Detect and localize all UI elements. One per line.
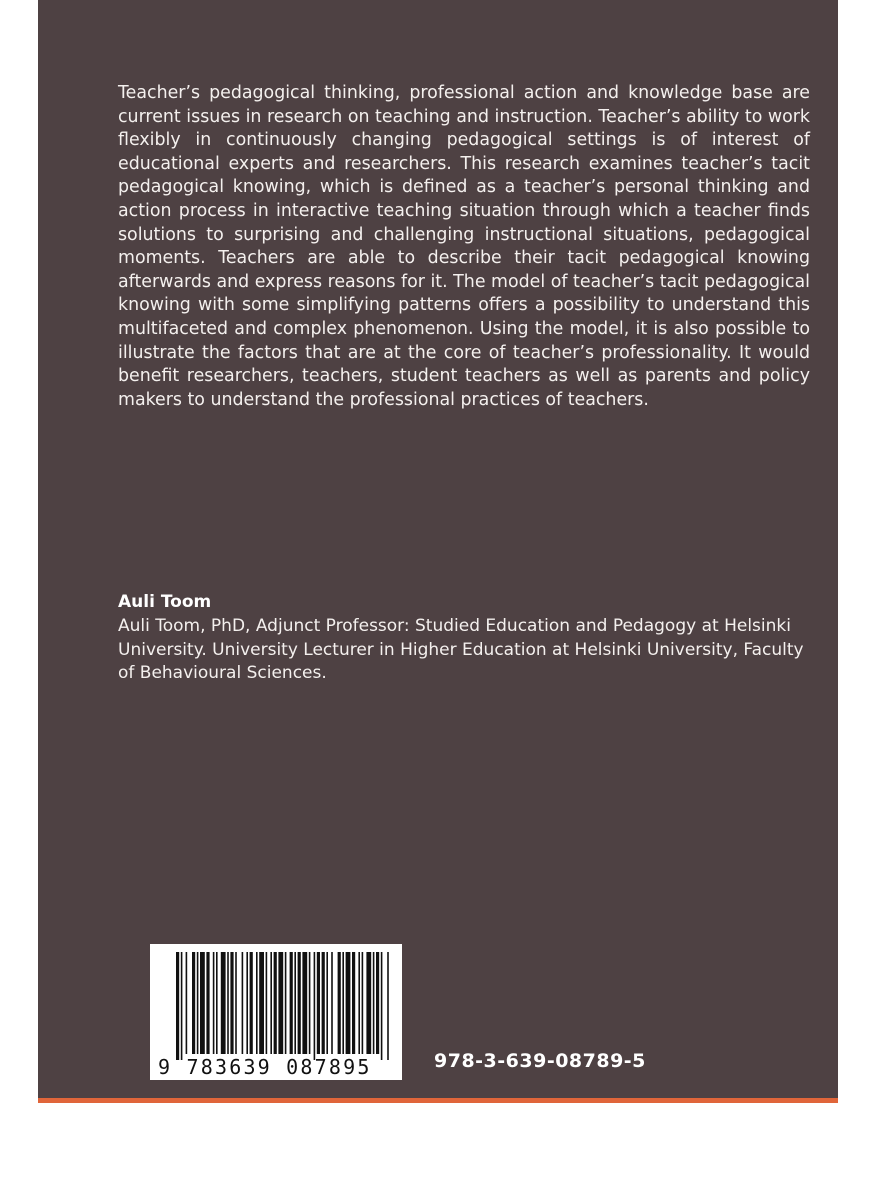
barcode-bar [298, 952, 301, 1054]
barcode-bar [346, 952, 351, 1054]
barcode-bar [362, 952, 364, 1054]
barcode-bar [266, 952, 268, 1054]
barcode-bar [358, 952, 360, 1054]
barcode-bar [322, 952, 325, 1054]
barcode-bar [387, 952, 389, 1060]
barcode-bar [317, 952, 320, 1054]
barcode [150, 944, 402, 1080]
author-name: Auli Toom [118, 592, 212, 612]
barcode-bar [227, 952, 229, 1054]
barcode-bar [181, 952, 183, 1060]
barcode-bar [176, 952, 179, 1060]
barcode-bar [242, 952, 244, 1054]
barcode-bar [342, 952, 344, 1054]
barcode-bar [326, 952, 328, 1054]
isbn-number: 978-3-639-08789-5 [434, 1050, 646, 1072]
barcode-bar [192, 952, 195, 1054]
barcode-bar [246, 952, 248, 1054]
barcode-bar [290, 952, 293, 1054]
barcode-bar [216, 952, 218, 1054]
barcode-bar [274, 952, 277, 1054]
barcode-bar [376, 952, 379, 1054]
barcode-bar [186, 952, 188, 1054]
barcode-bar [197, 952, 199, 1054]
barcode-bar [309, 952, 311, 1054]
barcode-bar [381, 952, 383, 1060]
barcode-bar [221, 952, 226, 1054]
barcode-bar [235, 952, 237, 1054]
barcode-bar [352, 952, 355, 1054]
barcode-bar [250, 952, 253, 1054]
barcode-bar [373, 952, 375, 1054]
barcode-bar [331, 952, 333, 1054]
barcode-bar [230, 952, 233, 1054]
abstract-text: Teacher’s pedagogical thinking, professional action and knowledge base are current issues in research on teaching and instruction. Teacher’s ability to work flexibly in continuously changing pedagogical settings is of interest of educational experts and researchers. This research examines teacher’s tacit pedagogical knowing, which is defined as a teacher’s personal thinking and action process in interactive teaching situation through which a teacher finds solutions to surprising and challenging instructional situations, pedagogical moments. Teachers are able to describe their tacit pedagogical knowing afterwards and express reasons for it. The model of teacher’s tacit pedagogical knowing with some simplifying patterns offers a possibility to understand this multifaceted and complex phenomenon. Using the model, it is also possible to illustrate the factors that are at the core of teacher’s professionality. It would benefit researchers, teachers, student teachers as well as parents and policy makers to understand the professional practices of teachers. [118, 83, 810, 410]
barcode-bar [338, 952, 341, 1054]
author-bio: Auli Toom, PhD, Adjunct Professor: Studied Education and Pedagogy at Helsinki University. University Lecturer in Higher Education at Helsinki University, Faculty of Behavioural Sciences. [118, 616, 804, 683]
barcode-bar [270, 952, 272, 1054]
barcode-bar [213, 952, 215, 1054]
barcode-bar [278, 952, 283, 1054]
barcode-bar [314, 952, 316, 1060]
barcode-bar [259, 952, 264, 1054]
barcode-digits: 9 783639 087895 [158, 1055, 372, 1079]
barcode-bar [256, 952, 258, 1054]
barcode-bar [294, 952, 296, 1054]
barcode-bar [200, 952, 205, 1054]
barcode-bar [366, 952, 371, 1054]
barcode-bar [206, 952, 209, 1054]
accent-stripe [38, 1098, 838, 1103]
back-cover [38, 0, 838, 1098]
barcode-bar [302, 952, 307, 1054]
barcode-bar [285, 952, 287, 1054]
